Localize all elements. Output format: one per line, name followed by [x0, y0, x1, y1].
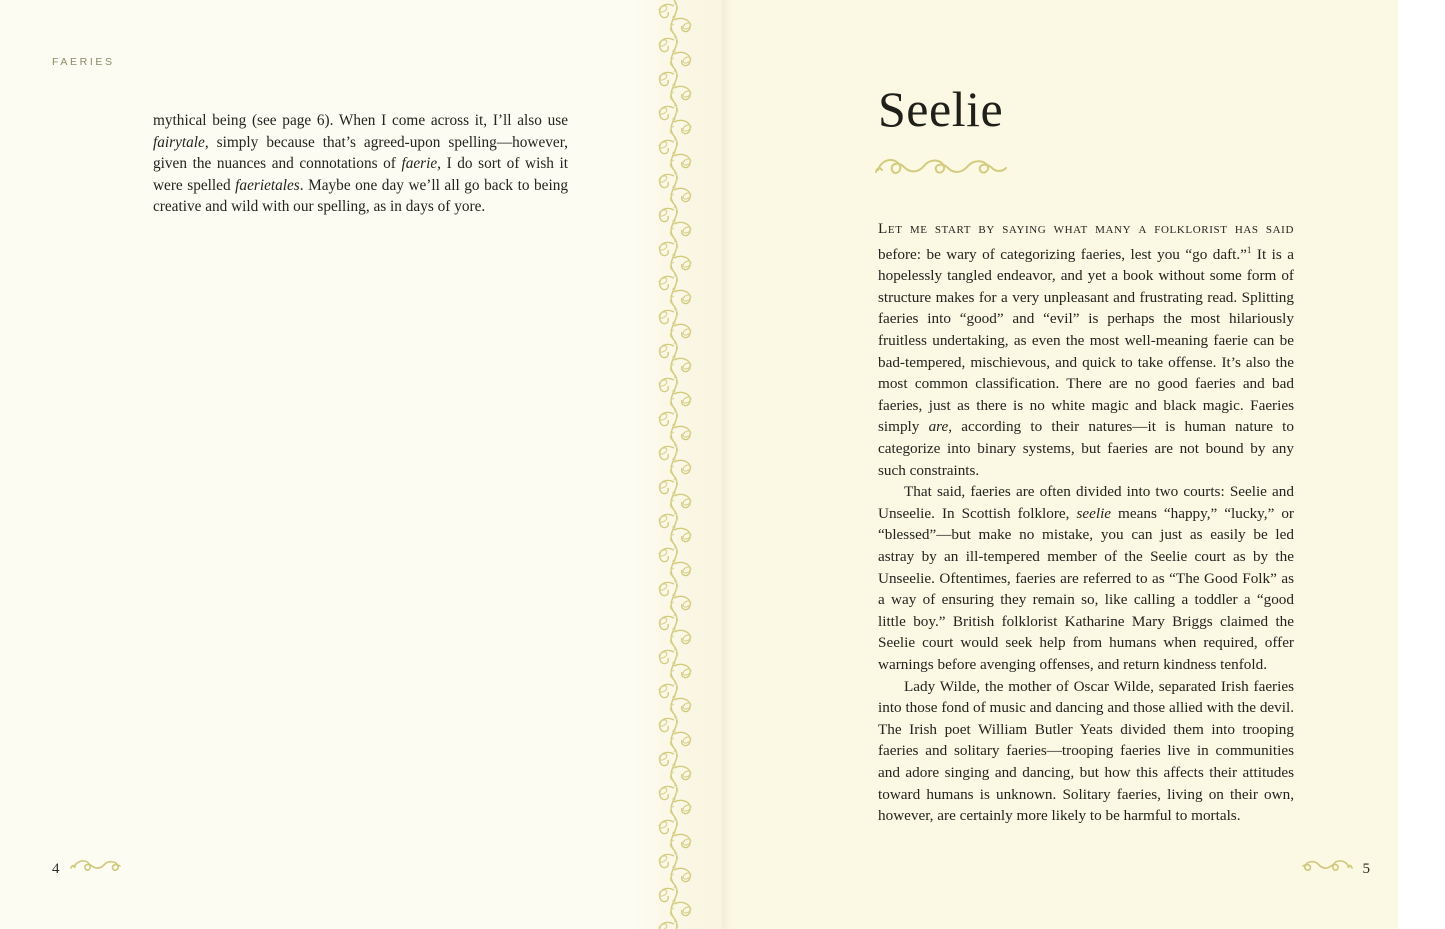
gutter-ornament-strip — [630, 0, 722, 929]
right-page — [722, 0, 1422, 929]
paragraph-2: That said, faeries are often divided into two courts: Seelie and Unseelie. In Scottish folklore, seelie means “happy,” “lucky,” or “blessed”—but make no mistake, you can just as easily be led astray by an ill-tempered member of the Seelie court as by the Unseelie. Oftentimes, faeries are referred to as “The Good Folk” as a way of ensuring they remain so, like calling a toddler a “good little boy.” British folklorist Katharine Mary Briggs claimed the Seelie court would seek help from humans when required, offer warnings before avenging offenses, and return kindness tenfold. — [878, 483, 1294, 673]
small-scroll-ornament-icon — [68, 856, 128, 883]
running-head: FAERIES — [52, 56, 115, 68]
scroll-flourish-ornament-icon — [874, 152, 1010, 186]
paragraph: mythical being (see page 6). When I come across it, I’ll also use fairytale, simply because that’s agreed-upon spelling—however, given the nuances and connotations of faerie, I do sort of wish it were spelled faerietales. Maybe one day we’ll all go back to being creative and wild with our spelling, as in days of yore. — [153, 112, 569, 215]
paragraph-3: Lady Wilde, the mother of Oscar Wilde, separated Irish faeries into those fond of music and dancing and those allied with the devil. The Irish poet William Butler Yeats divided them into trooping faeries and solitary faeries—trooping faeries live in communities and adore singing and dancing, but how this affects their attitudes toward humans is unknown. Solitary faeries, living on their own, however, are certainly more likely to be harmful to mortals. — [878, 677, 1294, 825]
small-scroll-ornament-icon — [1295, 856, 1355, 883]
chapter-title: Seelie — [878, 81, 1004, 137]
folio-right — [1295, 856, 1371, 883]
folio-left — [52, 856, 128, 883]
left-page-body — [153, 110, 568, 218]
page-fold-shadow — [722, 0, 732, 929]
left-page — [0, 0, 630, 929]
right-page-body — [878, 218, 1294, 827]
folio-number: 5 — [1362, 861, 1370, 877]
folio-number: 4 — [52, 861, 60, 877]
paragraph-1: Let me start by saying what many a folklorist has said before: be wary of categorizing faeries, lest you “go daft.”$^1$ It is a hopelessly tangled endeavor, and yet a book without some form of structure makes for a very unpleasant and frustrating read. Splitting faeries into “good” and “evil” is perhaps the most hilariously fruitless undertaking, as even the most well-meaning faerie can be bad-tempered, mischievous, and quick to take offense. It’s also the most common classification. There are no good faeries and bad faeries, just as there is no white magic and black magic. Faeries simply are, according to their natures—it is human nature to categorize into binary systems, but faeries are not bound by any such constraints. — [878, 220, 1294, 479]
page-outer-edge — [1398, 0, 1422, 929]
vine-border-ornament-icon — [630, 0, 722, 929]
